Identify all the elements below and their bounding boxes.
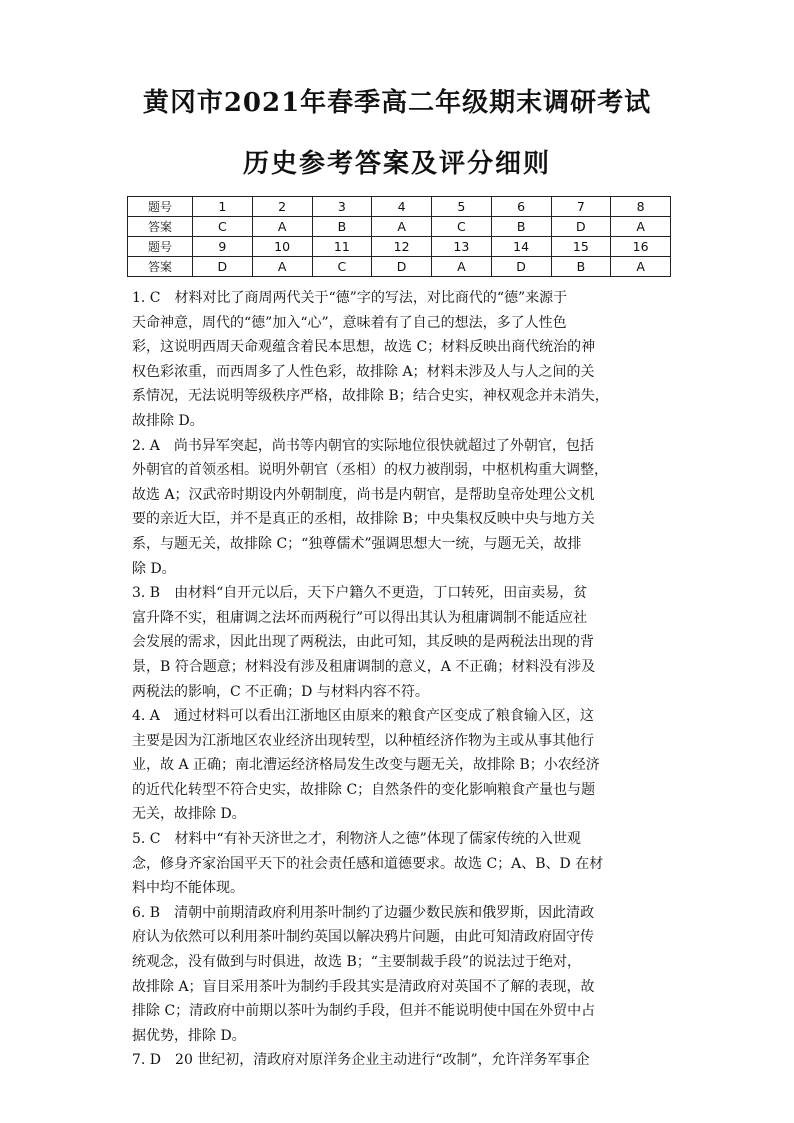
explanation-line: 统观念，没有做到与时俱进，故选 B；“主要制裁手段”的说法过于绝对， bbox=[132, 954, 582, 971]
table-cell: A bbox=[611, 217, 671, 237]
table-cell: A bbox=[432, 257, 492, 277]
table-row-label: 答案 bbox=[128, 257, 193, 277]
table-cell: B bbox=[551, 257, 611, 277]
table-cell: 9 bbox=[193, 237, 253, 257]
table-cell: 5 bbox=[432, 197, 492, 217]
explanation-line: 会发展的需求，因此出现了两税法，由此可知，其反映的是两税法出现的背 bbox=[132, 634, 594, 651]
table-cell: 1 bbox=[193, 197, 253, 217]
answer-explanation bbox=[132, 581, 662, 704]
explanation-line: 的近代化转型不符合史实，故排除 C；自然条件的变化影响粮食产量也与题 bbox=[132, 781, 596, 798]
table-row-label: 题号 bbox=[128, 197, 193, 217]
table-cell: 15 bbox=[551, 237, 611, 257]
table-row bbox=[128, 237, 671, 257]
table-row bbox=[128, 257, 671, 277]
explanation-line: 3. B 由材料“自开元以后，天下户籍久不更造，丁口转死，田亩卖易，贫 bbox=[132, 585, 588, 602]
explanation-line: 料中均不能体现。 bbox=[132, 880, 244, 897]
explanation-line: 外朝官的首领丞相。说明外朝官（丞相）的权力被削弱，中枢机构重大调整， bbox=[132, 462, 608, 479]
answer-explanation bbox=[132, 1048, 662, 1073]
table-cell: C bbox=[432, 217, 492, 237]
explanation-line: 故排除 D。 bbox=[132, 412, 204, 429]
explanation-line: 除 D。 bbox=[132, 560, 176, 577]
table-cell: 6 bbox=[491, 197, 551, 217]
explanation-line: 2. A 尚书异军突起，尚书等内朝官的实际地位很快就超过了外朝官，包括 bbox=[132, 437, 594, 454]
table-cell: C bbox=[312, 257, 372, 277]
explanation-line: 排除 C；清政府中前期以茶叶为制约手段，但并不能说明使中国在外贸中占 bbox=[132, 1003, 596, 1020]
table-row-label: 答案 bbox=[128, 217, 193, 237]
answer-explanation bbox=[132, 704, 662, 827]
table-cell: 3 bbox=[312, 197, 372, 217]
table-cell: B bbox=[312, 217, 372, 237]
table-cell: A bbox=[372, 217, 432, 237]
explanation-line: 要的亲近大臣，并不是真正的丞相，故排除 B；中央集权反映中央与地方关 bbox=[132, 511, 595, 528]
explanation-line: 景，B 符合题意；材料没有涉及租庸调制的意义，A 不正确；材料没有涉及 bbox=[132, 658, 596, 675]
explanation-line: 据优势，排除 D。 bbox=[132, 1027, 246, 1044]
table-cell: 7 bbox=[551, 197, 611, 217]
table-cell: D bbox=[491, 257, 551, 277]
table-cell: 16 bbox=[611, 237, 671, 257]
explanation-line: 富升降不实，租庸调之法坏而两税行”可以得出其认为租庸调制不能适应社 bbox=[132, 609, 588, 626]
table-cell: 12 bbox=[372, 237, 432, 257]
table-cell: A bbox=[611, 257, 671, 277]
table-cell: 13 bbox=[432, 237, 492, 257]
explanation-line: 1. C 材料对比了商周两代关于“德”字的写法，对比商代的“德”来源于 bbox=[132, 290, 568, 306]
table-cell: 4 bbox=[372, 197, 432, 217]
table-cell: 2 bbox=[252, 197, 312, 217]
explanation-line: 故选 A；汉武帝时期设内外朝制度，尚书是内朝官，是帮助皇帝处理公文机 bbox=[132, 486, 595, 503]
answer-explanation bbox=[132, 827, 662, 901]
table-cell: A bbox=[252, 217, 312, 237]
table-cell: 8 bbox=[611, 197, 671, 217]
explanation-line: 权色彩浓重，而西周多了人性色彩，故排除 A；材料未涉及人与人之间的关 bbox=[132, 363, 595, 380]
table-cell: C bbox=[193, 217, 253, 237]
table-cell: B bbox=[491, 217, 551, 237]
document-subtitle: 历史参考答案及评分细则 bbox=[242, 149, 551, 179]
explanation-line: 4. A 通过材料可以看出江浙地区由原来的粮食产区变成了粮食输入区，这 bbox=[132, 708, 594, 725]
table-row-label: 题号 bbox=[128, 237, 193, 257]
table-cell: A bbox=[252, 257, 312, 277]
answer-explanations bbox=[132, 286, 662, 1073]
table-cell: 14 bbox=[491, 237, 551, 257]
explanation-line: 府认为依然可以利用茶叶制约英国以解决鸦片问题，由此可知清政府固守传 bbox=[132, 929, 594, 946]
table-row bbox=[128, 197, 671, 217]
explanation-line: 故排除 A；盲目采用茶叶为制约手段其实是清政府对英国不了解的表现，故 bbox=[132, 978, 595, 995]
answer-explanation bbox=[132, 901, 662, 1049]
explanation-line: 5. C 材料中“有补天济世之才，利物济人之德”体现了儒家传统的入世观 bbox=[132, 831, 581, 848]
explanation-line: 系情况，无法说明等级秩序严格，故排除 B；结合史实，神权观念并未消失， bbox=[132, 388, 609, 405]
answer-explanation bbox=[132, 434, 662, 582]
explanation-line: 主要是因为江浙地区农业经济出现转型，以种植经济作物为主或从事其他行 bbox=[132, 732, 594, 749]
explanation-line: 系，与题无关，故排除 C；“独尊儒术”强调思想大一统，与题无关，故排 bbox=[132, 535, 582, 552]
explanation-line: 业，故 A 正确；南北漕运经济格局发生改变与题无关，故排除 B；小农经济 bbox=[132, 757, 600, 774]
explanation-line: 两税法的影响，C 不正确；D 与材料内容不符。 bbox=[132, 683, 429, 700]
answer-explanation bbox=[132, 286, 662, 434]
explanation-line: 彩，这说明西周天命观蕴含着民本思想，故选 C；材料反映出商代统治的神 bbox=[132, 339, 596, 356]
table-cell: 10 bbox=[252, 237, 312, 257]
explanation-line: 天命神意，周代的“德”加入“心”，意味着有了自己的想法，多了人性色 bbox=[132, 314, 567, 331]
table-cell: D bbox=[551, 217, 611, 237]
table-cell: D bbox=[372, 257, 432, 277]
table-row bbox=[128, 217, 671, 237]
explanation-line: 念，修身齐家治国平天下的社会责任感和道德要求。故选 C；A、B、D 在材 bbox=[132, 855, 604, 872]
explanation-line: 无关，故排除 D。 bbox=[132, 806, 246, 823]
explanation-line: 6. B 清朝中前期清政府利用茶叶制约了边疆少数民族和俄罗斯，因此清政 bbox=[132, 904, 595, 921]
explanation-line: 7. D 20 世纪初，清政府对原洋务企业主动进行“改制”，允许洋务军事企 bbox=[132, 1052, 590, 1069]
document-title: 黄冈市2021年春季高二年级期末调研考试 bbox=[142, 88, 652, 118]
answer-key-table bbox=[127, 196, 671, 277]
table-cell: 11 bbox=[312, 237, 372, 257]
table-cell: D bbox=[193, 257, 253, 277]
